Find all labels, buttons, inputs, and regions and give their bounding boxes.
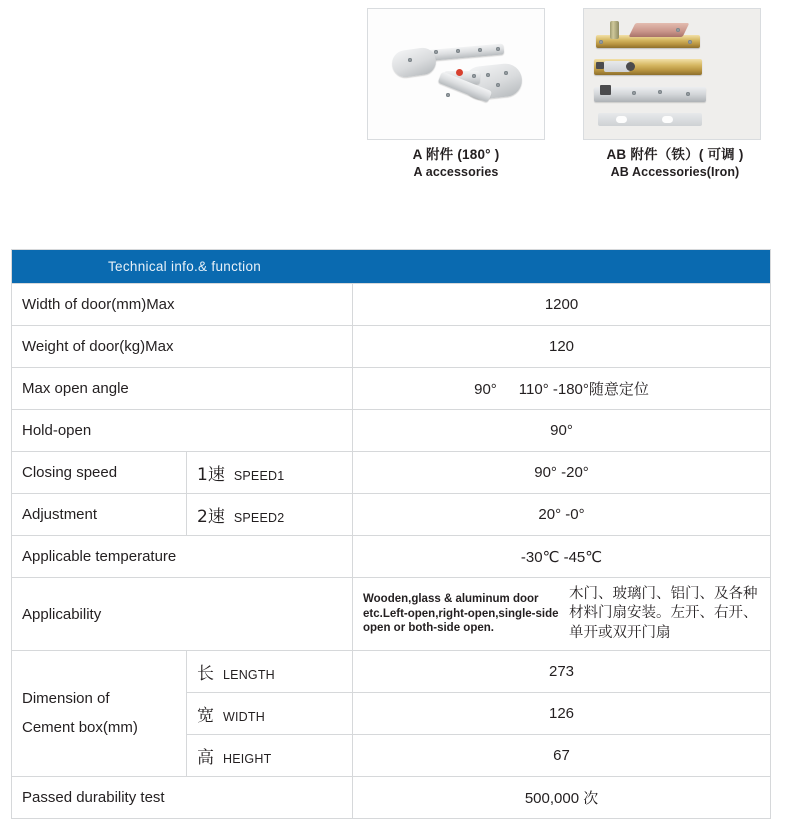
- row-sublabel-length: [187, 651, 353, 693]
- dimension-label-line2: Cement box(mm): [22, 718, 138, 736]
- row-value-hold-open: 90°: [353, 410, 771, 452]
- table-row-applicable-temperature: [12, 536, 771, 578]
- row-label-hold-open: Hold-open: [12, 410, 353, 452]
- table-row-weight-of-door: [12, 326, 771, 368]
- applicability-chinese: 木门、玻璃门、铝门、及各种材料门扇安装。左开、右开、单开或双开门扇: [569, 585, 758, 641]
- height-chinese: 高: [197, 748, 214, 768]
- row-label-weight-of-door: Weight of door(kg)Max: [12, 326, 353, 368]
- caption-ab-accessories: [570, 146, 780, 181]
- technical-spec-table-container: [11, 249, 770, 819]
- table-row-passed-durability-test: [12, 777, 771, 819]
- speed1-chinese: 1速: [197, 465, 225, 485]
- length-english: LENGTH: [223, 668, 275, 682]
- length-chinese: 长: [197, 664, 214, 684]
- hardware-illustration-a: [368, 9, 544, 139]
- width-english: WIDTH: [223, 710, 265, 724]
- speed2-chinese: 2速: [197, 507, 225, 527]
- speed1-english: SPEED1: [233, 469, 285, 483]
- row-label-adjustment: Adjustment: [12, 494, 187, 536]
- caption-ab-english: AB Accessories(Iron): [610, 165, 740, 180]
- table-row-dimension-length: [12, 651, 771, 693]
- row-value-length: 273: [353, 651, 771, 693]
- row-sublabel-height: [187, 735, 353, 777]
- product-image-a-accessories: [367, 8, 545, 140]
- product-image-ab-accessories: [583, 8, 761, 140]
- row-label-applicable-temperature: Applicable temperature: [12, 536, 353, 578]
- width-chinese: 宽: [197, 706, 214, 726]
- row-value-weight-of-door: 120: [353, 326, 771, 368]
- caption-a-english: A accessories: [413, 165, 499, 180]
- table-row-closing-speed: [12, 452, 771, 494]
- table-row-adjustment: [12, 494, 771, 536]
- row-label-passed-durability-test: Passed durability test: [12, 777, 353, 819]
- table-row-max-open-angle: [12, 368, 771, 410]
- table-row-width-of-door: [12, 284, 771, 326]
- height-english: HEIGHT: [223, 752, 272, 766]
- row-value-passed-durability-test: 500,000 次: [353, 777, 771, 819]
- table-header-title: Technical info.& function: [108, 259, 262, 274]
- row-label-width-of-door: Width of door(mm)Max: [12, 284, 353, 326]
- caption-a-accessories: [356, 146, 556, 181]
- row-value-applicability: [353, 578, 771, 651]
- row-label-dimension-cement-box: [12, 651, 187, 777]
- row-label-applicability: Applicability: [12, 578, 353, 651]
- product-image-strip: [0, 0, 800, 200]
- row-value-height: 67: [353, 735, 771, 777]
- row-value-speed2: 20° -0°: [353, 494, 771, 536]
- hardware-illustration-ab: [584, 9, 760, 139]
- row-sublabel-speed2: [187, 494, 353, 536]
- max-open-angle-range: 110° -180°随意定位: [518, 381, 649, 398]
- row-value-width-of-door: 1200: [353, 284, 771, 326]
- speed2-english: SPEED2: [233, 511, 285, 525]
- applicability-english: Wooden,glass & aluminum door etc.Left-open,right-open,single-side open or both-side open.: [363, 592, 559, 635]
- max-open-angle-primary: 90°: [474, 381, 497, 398]
- table-row-applicability: [12, 578, 771, 651]
- table-header-cell: [12, 250, 771, 284]
- row-value-max-open-angle: [353, 368, 771, 410]
- table-header-row: [12, 250, 771, 284]
- row-sublabel-speed1: [187, 452, 353, 494]
- table-row-hold-open: [12, 410, 771, 452]
- dimension-label-line1: Dimension of: [22, 690, 110, 707]
- caption-a-chinese: A 附件 (180° ): [412, 147, 500, 162]
- row-label-closing-speed: Closing speed: [12, 452, 187, 494]
- row-value-speed1: 90° -20°: [353, 452, 771, 494]
- row-value-width: 126: [353, 693, 771, 735]
- row-label-max-open-angle: Max open angle: [12, 368, 353, 410]
- row-value-applicable-temperature: -30℃ -45℃: [353, 536, 771, 578]
- row-sublabel-width: [187, 693, 353, 735]
- technical-spec-table: [11, 249, 771, 819]
- caption-ab-chinese: AB 附件（铁）( 可调 ): [606, 147, 744, 162]
